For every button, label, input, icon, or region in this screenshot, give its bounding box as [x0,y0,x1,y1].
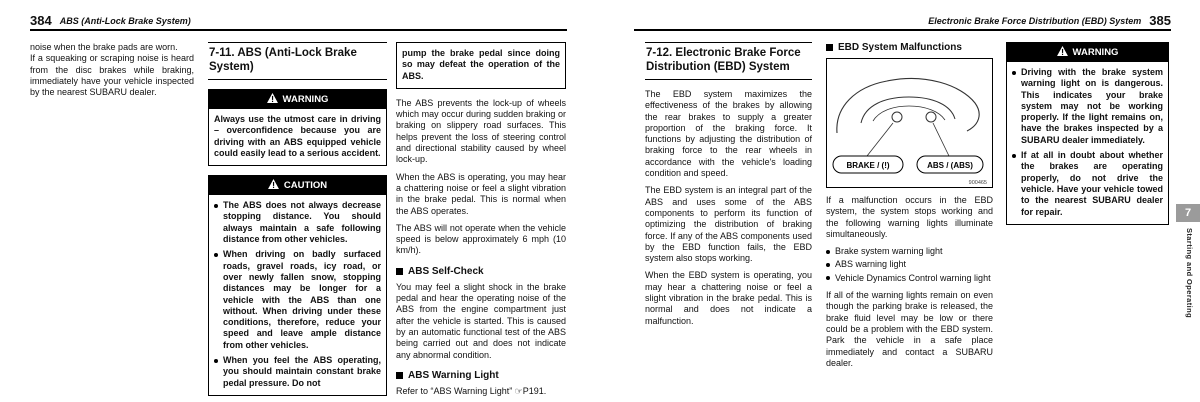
warning-text: Always use the utmost care in driving – overconfidence because you are driving with an ABS equipped vehicle could easily lead to a serious accident. [214,114,381,158]
list-item: ABS warning light [826,259,993,270]
caution-bullet-list [209,195,386,395]
chapter-number: 7 [1184,207,1192,219]
left-column-1 [30,42,194,104]
warning-box-header [209,90,386,109]
bullet-icon [826,263,830,267]
warning-label: WARNING [1072,47,1119,58]
callout-leader-line [933,123,949,156]
body-paragraph: The ABS prevents the lock-up of wheels which may occur during sudden braking or braking on slippery road surfaces. This helps prevent the loss of steering control and directional stability caused by wheel lock-up. [396,97,566,165]
warning-bullet: Driving with the brake system warning light on is dangerous. This indicates your brake system may not be working properly. If the light remains on, have the brakes inspected by a SUBARU dealer immediately. [1012,67,1163,146]
body-paragraph: When the ABS is operating, you may hear a chattering noise or feel a slight vibration in the brake pedal. This is normal when the ABS operates. [396,171,566,216]
section-marker-icon [826,44,833,51]
bullet-icon [1012,154,1016,158]
list-item: Brake system warning light [826,246,993,257]
bullet-icon [826,276,830,280]
caution-bullet: The ABS does not always decrease stopping distance. You should always maintain a safe following distance from other vehicles. [214,200,381,245]
bullet-icon [826,250,830,254]
indicator-lamp-mark [892,112,902,122]
heading-abs-warning-light: ABS Warning Light [396,370,566,381]
section-title-7-12: 7-12. Electronic Brake Force Distribution (EBD) System [645,42,812,80]
warning-box [1006,42,1169,225]
warning-triangle-icon [267,93,278,106]
body-paragraph: If a squeaking or scraping noise is heard from the disc brakes while braking, immediately have your vehicle inspected by the nearest SUBARU dealer. [30,53,194,98]
callout-leader-line [867,123,893,156]
caution-label: CAUTION [283,180,328,192]
body-paragraph: If all of the warning lights remain on even though the parking brake is released, the brake fluid level may be low or there could be a problem with the EBD system. Park the vehicle in a safe place immediately and contact a SUBARU dealer. [826,290,993,368]
bullet-icon [214,253,218,257]
running-title-right: Electronic Brake Force Distribution (EBD) System [928,16,1142,26]
page-header-left [30,13,567,31]
caution-box-header [209,176,386,195]
caution-bullet: When you feel the ABS operating, you should maintain constant brake pedal pressure. Do not [214,355,381,389]
list-item: Vehicle Dynamics Control warning light [826,273,993,284]
bullet-icon [1012,71,1016,75]
warning-label: WARNING [282,94,329,105]
caution-triangle-icon [268,179,279,192]
caution-continuation-box: pump the brake pedal since doing so may defeat the operation of the ABS. [396,42,566,89]
heading-abs-self-check: ABS Self-Check [396,266,566,277]
warning-lights-list [826,246,993,284]
right-column-1 [645,42,812,333]
figure-code: 900465 [968,180,987,186]
page-number-left: 384 [30,13,52,28]
body-paragraph: The ABS will not operate when the vehicle speed is below approximately 6 mph (10 km/h). [396,222,566,256]
bullet-icon [214,204,218,208]
body-paragraph: The EBD system is an integral part of the ABS and uses some of the ABS components to perform its function of optimizing the distribution of braking force. If any of the ABS components used by the EBD function fails, the EBD system also stops working. [645,185,812,264]
abs-light-label: ABS / (ABS) [927,161,973,170]
warning-bullet-list [1007,62,1168,224]
warning-triangle-icon [1057,46,1068,59]
heading-ebd-system-malfunctions: EBD System Malfunctions [826,42,993,53]
right-column-3 [1006,42,1169,234]
bullet-icon [214,359,218,363]
chapter-title-vertical: Starting and Operating [1185,228,1194,319]
page-number-right: 385 [1149,13,1171,28]
cross-reference-text: Refer to “ABS Warning Light” ☞P191. [396,385,547,396]
body-paragraph: When the EBD system is operating, you may hear a chattering noise or feel a slight vibration in the brake pedal. This is normal and does not indicate a malfunction. [645,270,812,326]
right-column-2 [826,42,993,375]
running-title-left: ABS (Anti-Lock Brake System) [59,16,191,26]
section-marker-icon [396,268,403,275]
section-marker-icon [396,372,403,379]
body-paragraph: You may feel a slight shock in the brake pedal and hear the operating noise of the ABS from the engine compartment just after the vehicle is started. This is caused by an automatic functional test of the ABS being carried out and does not indicate any abnormal condition. [396,281,566,360]
warning-box [208,89,387,166]
page-header-right [634,13,1171,31]
body-paragraph: The EBD system maximizes the effectiveness of the brakes by allowing the rear brakes to supply a greater proportion of the braking force. It functions by adjusting the distribution of braking force to the rear wheels in accordance with the vehicle's loading condition and speed. [645,89,812,179]
section-title-7-11: 7-11. ABS (Anti-Lock Brake System) [208,42,387,80]
body-paragraph: If a malfunction occurs in the EBD system, the system stops working and the following warning lights illuminate simultaneously. [826,195,993,239]
body-paragraph: noise when the brake pads are worn. [30,42,178,52]
chapter-tab [1176,204,1200,222]
warning-box-header [1007,43,1168,62]
caution-box [208,175,387,396]
warning-bullet: If at all in doubt about whether the brakes are operating properly, do not drive the vehicle. Have your vehicle towed to the nearest SUBARU dealer for repair. [1012,150,1163,218]
left-column-3 [396,42,566,402]
dashboard-warning-lights-figure [826,58,993,188]
brake-light-label: BRAKE / (!) [846,161,890,170]
indicator-lamp-mark [926,112,936,122]
left-column-2 [208,42,387,402]
caution-bullet: When driving on badly surfaced roads, gravel roads, icy road, or over newly fallen snow, stopping distances may be longer for a vehicle with the ABS than one without. When driving under these conditions, therefore, reduce your speed and leave ample distance from other vehicles. [214,249,381,351]
